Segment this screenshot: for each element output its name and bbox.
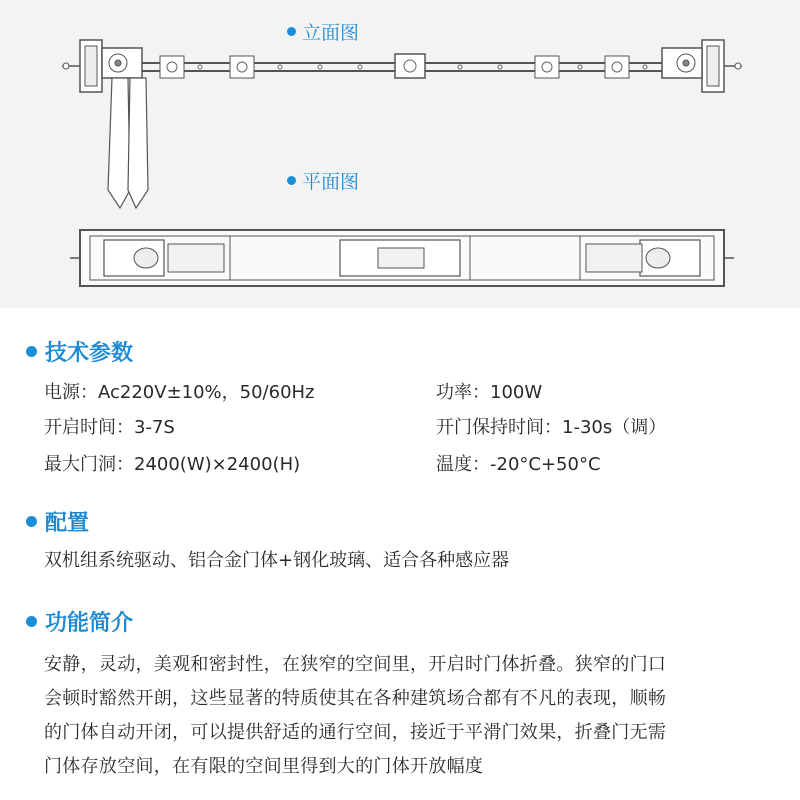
plan-view-label — [287, 167, 359, 194]
right-bracket-inner — [707, 46, 719, 86]
spec-hold-time: 开门保持时间：1-30s（调） — [436, 417, 667, 438]
bullet-dot-icon — [287, 176, 296, 185]
intro-line: 安静，灵动，美观和密封性，在狭窄的空间里，开启时门体折叠。狭窄的门口 — [44, 654, 667, 675]
tech-title-text: 技术参数 — [45, 341, 134, 366]
roller-5 — [612, 62, 622, 72]
plan-view-title: 平面图 — [302, 171, 360, 193]
config-description: 双机组系统驱动、铝合金门体+钢化玻璃、适合各种感应器 — [44, 550, 510, 571]
rail-hole-8 — [643, 65, 647, 69]
roller-1 — [167, 62, 177, 72]
left-bolt-head — [63, 63, 69, 69]
rail-hole-7 — [578, 65, 582, 69]
roller-2 — [237, 62, 247, 72]
elevation-drawing — [0, 0, 800, 215]
right-bolt-head — [735, 63, 741, 69]
left-motor-wheel-hub — [115, 60, 121, 66]
plan-panel-right — [586, 244, 642, 272]
intro-title-text: 功能简介 — [45, 611, 134, 636]
tech-section-title — [26, 336, 133, 367]
folding-arm-left — [108, 78, 130, 208]
intro-section-title — [26, 606, 133, 637]
plan-left-motor-cap — [134, 248, 158, 268]
rail-hole-2 — [278, 65, 282, 69]
plan-drawing — [0, 222, 800, 312]
config-title-text: 配置 — [45, 511, 90, 536]
roller-4 — [542, 62, 552, 72]
plan-panel-left — [168, 244, 224, 272]
rail-hole-5 — [458, 65, 462, 69]
roller-3 — [404, 60, 416, 72]
rail-hole-4 — [358, 65, 362, 69]
plan-center-inner — [378, 248, 424, 268]
bullet-dot-icon — [26, 516, 37, 527]
config-section-title — [26, 506, 89, 537]
elevation-view-title: 立面图 — [302, 22, 360, 44]
intro-line: 门体存放空间，在有限的空间里得到大的门体开放幅度 — [44, 756, 484, 777]
spec-temperature: 温度：-20°C+50°C — [436, 454, 601, 475]
spec-open-time: 开启时间：3-7S — [44, 417, 175, 438]
rail-hole-1 — [198, 65, 202, 69]
plan-right-motor-cap — [646, 248, 670, 268]
rail-hole-6 — [498, 65, 502, 69]
rail-hole-3 — [318, 65, 322, 69]
bullet-dot-icon — [26, 346, 37, 357]
spec-max-opening: 最大门洞：2400(W)×2400(H) — [44, 454, 301, 475]
folding-arm-right — [128, 78, 148, 208]
spec-power-supply: 电源：Ac220V±10%，50/60Hz — [44, 382, 315, 403]
bullet-dot-icon — [26, 616, 37, 627]
intro-line: 的门体自动开闭，可以提供舒适的通行空间，接近于平滑门效果，折叠门无需 — [44, 722, 667, 743]
right-motor-wheel-hub — [683, 60, 689, 66]
intro-line: 会顿时豁然开朗，这些显著的特质使其在各种建筑场合都有不凡的表现，顺畅 — [44, 688, 667, 709]
spec-power: 功率：100W — [436, 382, 543, 403]
left-bracket-inner — [85, 46, 97, 86]
technical-drawing-area — [0, 0, 800, 308]
